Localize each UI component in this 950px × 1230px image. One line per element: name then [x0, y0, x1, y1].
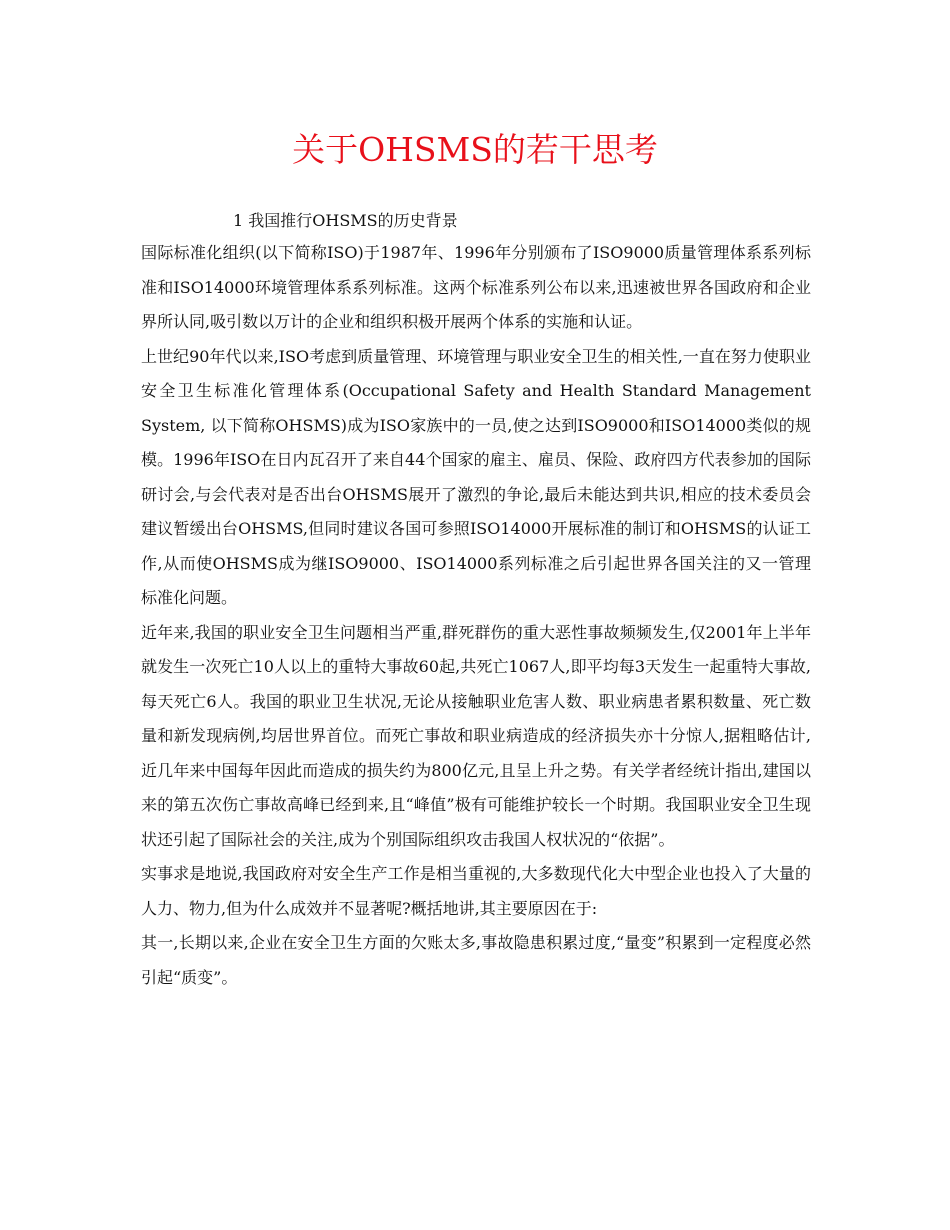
paragraph-reasons-intro: 实事求是地说,我国政府对安全生产工作是相当重视的,大多数现代化大中型企业也投入了大量的人力、物力,但为什么成效并不显著呢?概括地讲,其主要原因在于:: [141, 864, 811, 918]
paragraph-ohsms-history: 上世纪90年代以来,ISO考虑到质量管理、环境管理与职业安全卫生的相关性,一直在努力使职业安全卫生标准化管理体系(Occupational Safety and Health Standard Management System, 以下简称OHSMS)成为ISO家族中的一员,使之达到ISO9000和ISO14000类似的规模。1996年ISO在日内瓦召开了来自44个国家的雇主、雇员、保险、政府四方代表参加的国际研讨会,与会代表对是否出台OHSMS展开了激烈的争论,最后未能达到共识,相应的技术委员会建议暂缓出台OHSMS,但同时建议各国可参照ISO14000开展标准的制订和OHSMS的认证工作,从而使OHSMS成为继ISO9000、ISO14000系列标准之后引起世界各国关注的又一管理标准化问题。: [141, 346, 811, 607]
paragraph-china-safety-status: 近年来,我国的职业安全卫生问题相当严重,群死群伤的重大恶性事故频频发生,仅2001年上半年就发生一次死亡10人以上的重特大事故60起,共死亡1067人,即平均每3天发生一起重特大事故,每天死亡6人。我国的职业卫生状况,无论从接触职业危害人数、职业病患者累积数量、死亡数量和新发现病例,均居世界首位。而死亡事故和职业病造成的经济损失亦十分惊人,据粗略估计,近几年来中国每年因此而造成的损失约为800亿元,且呈上升之势。有关学者经统计指出,建国以来的第五次伤亡事故高峰已经到来,且“峰值”极有可能维护较长一个时期。我国职业安全卫生现状还引起了国际社会的关注,成为个别国际组织攻击我国人权状况的“依据”。: [141, 622, 811, 849]
document-title: 关于OHSMS的若干思考: [292, 130, 658, 169]
document-body: [141, 208, 811, 995]
section-heading: 1 我国推行OHSMS的历史背景: [233, 211, 458, 230]
paragraph-reason-one: 其一,长期以来,企业在安全卫生方面的欠账太多,事故隐患积累过度,“量变”积累到一定程度必然引起“质变”。: [141, 933, 811, 987]
paragraph-iso-background: 国际标准化组织(以下简称ISO)于1987年、1996年分别颁布了ISO9000质量管理体系系列标准和ISO14000环境管理体系系列标准。这两个标准系列公布以来,迅速被世界各国政府和企业界所认同,吸引数以万计的企业和组织积极开展两个体系的实施和认证。: [141, 243, 811, 331]
